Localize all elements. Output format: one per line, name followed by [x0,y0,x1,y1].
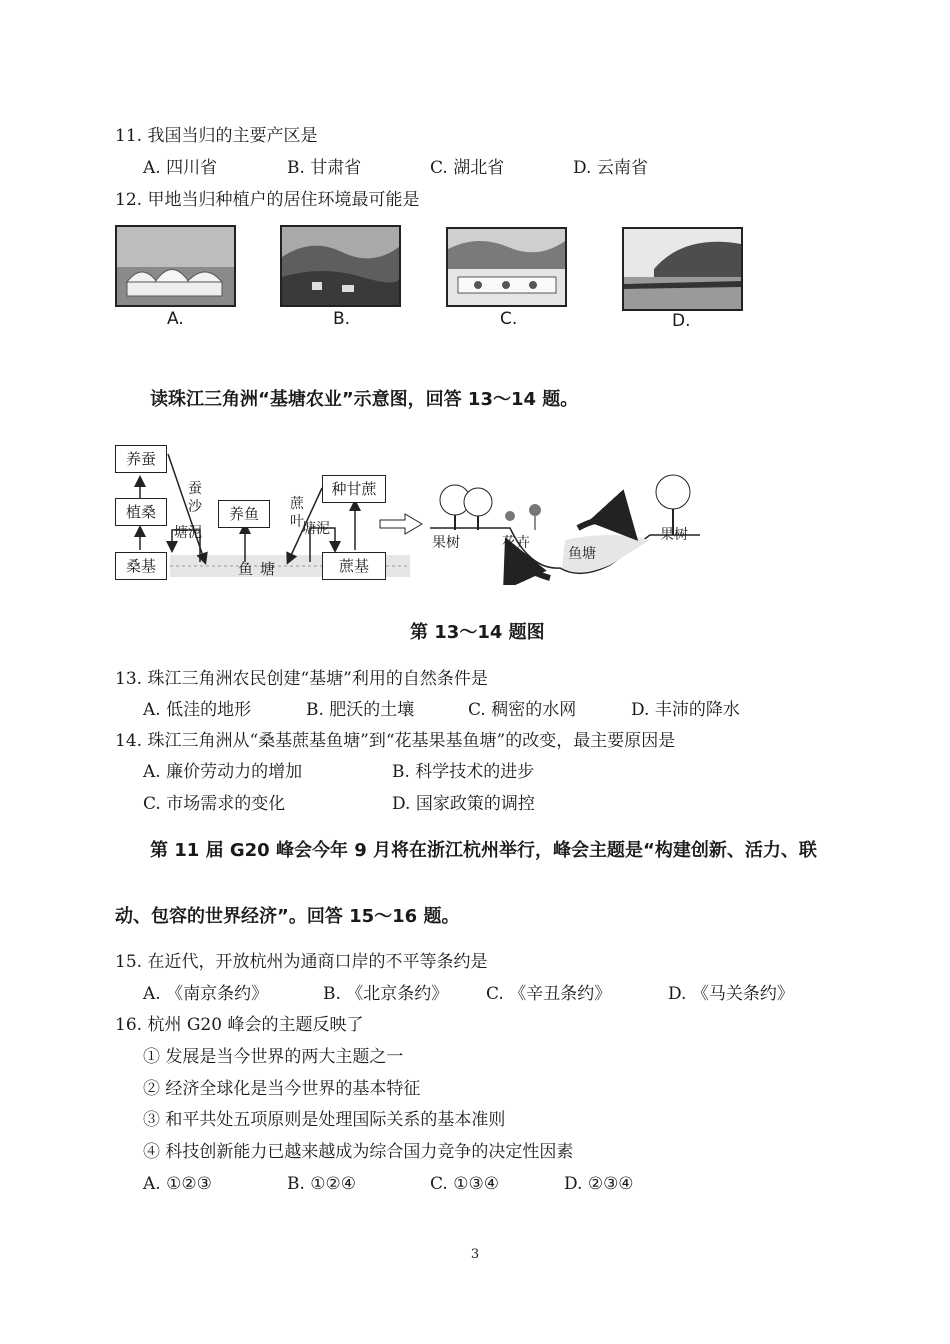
q11-option-c: C. 湖北省 [430,158,505,178]
box-raise-fish: 养鱼 [218,500,270,528]
label-fish: 鱼 [238,560,254,578]
q11-option-a: A. 四川省 [143,158,218,178]
q16-stem: 16. 杭州 G20 峰会的主题反映了 [115,1015,364,1035]
label-flowers: 花卉 [502,535,530,551]
q14-stem: 14. 珠江三角洲从“桑基蔗基鱼塘”到“花基果基鱼塘”的改变，最主要原因是 [115,731,676,751]
q11-option-d: D. 云南省 [573,158,648,178]
q16-option-c: C. ①③④ [430,1174,499,1194]
label-pond: 塘 [260,560,276,578]
q14-option-d: D. 国家政策的调控 [392,794,535,814]
box-silkworm: 养蚕 [115,445,167,473]
photo-a-yurts [115,225,236,307]
q11-option-b: B. 甘肃省 [287,158,362,178]
q13-option-c: C. 稠密的水网 [468,700,577,720]
jitang-diagram [110,440,710,585]
q13-stem: 13. 珠江三角洲农民创建“基塘”利用的自然条件是 [115,669,488,689]
q14-option-b: B. 科学技术的进步 [392,762,535,782]
box-mulberry-dike: 桑基 [115,552,167,580]
q15-option-d: D. 《马关条约》 [668,984,794,1004]
photo-d-label: D. [672,311,691,331]
q16-statement-1: ① 发展是当今世界的两大主题之一 [143,1047,404,1067]
intro-15-16-line2: 动、包容的世界经济”。回答 15～16 题。 [115,906,460,927]
label-cane-leaves: 蔗叶 [290,496,304,530]
label-fruit-tree-left: 果树 [432,535,460,551]
q12-stem: 12. 甲地当归种植户的居住环境最可能是 [115,190,420,210]
box-plant-sugarcane: 种甘蔗 [322,475,386,503]
box-sugarcane-dike: 蔗基 [322,552,386,580]
q15-option-a: A. 《南京条约》 [143,984,269,1004]
q13-option-b: B. 肥沃的土壤 [306,700,415,720]
q14-option-c: C. 市场需求的变化 [143,794,286,814]
q16-statement-2: ② 经济全球化是当今世界的基本特征 [143,1079,421,1099]
label-fruit-tree-right: 果树 [660,527,688,543]
intro-13-14: 读珠江三角洲“基塘农业”示意图，回答 13～14 题。 [150,389,579,410]
label-fish-pond: 鱼塘 [568,546,596,562]
photo-b-label: B. [333,309,351,329]
q14-option-a: A. 廉价劳动力的增加 [143,762,303,782]
q15-option-b: B. 《北京条约》 [323,984,449,1004]
photo-d-lake [622,227,743,311]
photo-c-label: C. [500,309,518,329]
q16-statement-4: ④ 科技创新能力已越来越成为综合国力竞争的决定性因素 [143,1142,574,1162]
q11-stem: 11. 我国当归的主要产区是 [115,126,318,146]
page-number: 3 [470,1247,480,1262]
q16-statement-3: ③ 和平共处五项原则是处理国际关系的基本准则 [143,1110,506,1130]
photo-c-houses [446,227,567,307]
photo-b-hill-village [280,225,401,307]
q13-option-a: A. 低洼的地形 [143,700,252,720]
q16-option-b: B. ①②④ [287,1174,357,1194]
q16-option-a: A. ①②③ [143,1174,212,1194]
q15-stem: 15. 在近代，开放杭州为通商口岸的不平等条约是 [115,952,488,972]
q15-option-c: C. 《辛丑条约》 [486,984,612,1004]
label-silkworm-waste: 蚕沙 [188,481,202,515]
photo-a-label: A. [167,309,184,329]
intro-15-16-line1: 第 11 届 G20 峰会今年 9 月将在浙江杭州举行，峰会主题是“构建创新、活力、联 [150,840,817,861]
label-pond-mud-left: 塘泥 [174,525,202,541]
q16-option-d: D. ②③④ [564,1174,634,1194]
diagram-caption: 第 13～14 题图 [410,622,545,643]
label-pond-mud-right: 塘泥 [302,521,330,537]
q13-option-d: D. 丰沛的降水 [631,700,740,720]
box-plant-mulberry: 植桑 [115,498,167,526]
